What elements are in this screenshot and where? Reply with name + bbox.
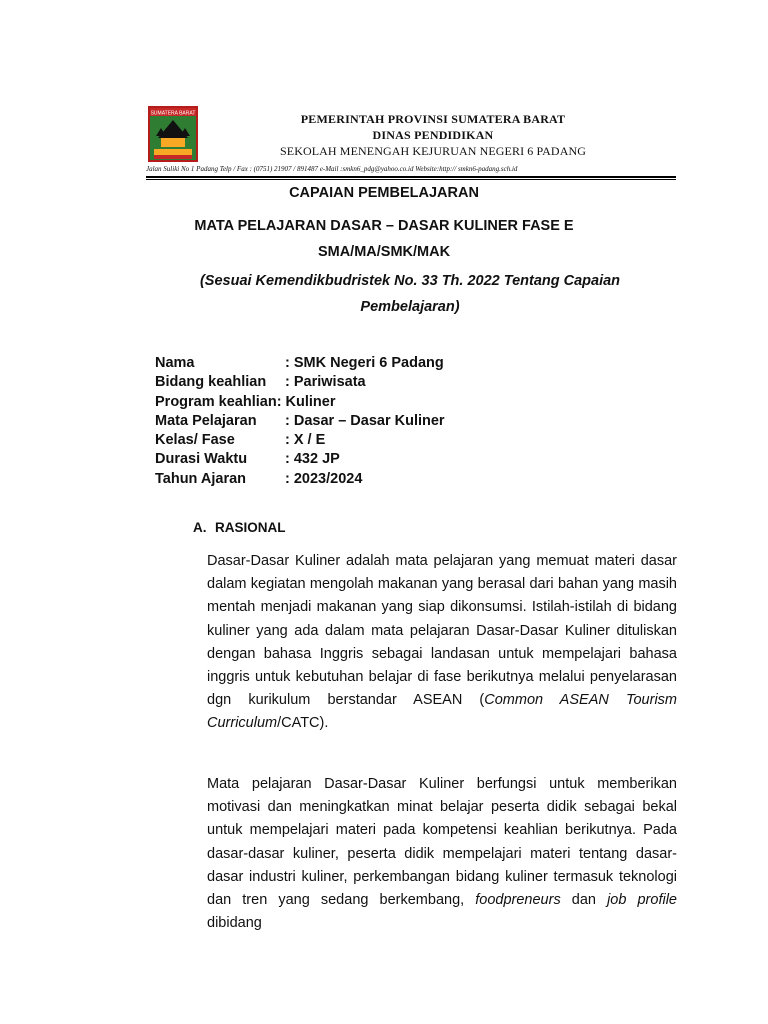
province-emblem-icon xyxy=(148,106,198,162)
paragraph-italic: Common ASEAN Tourism Curriculum xyxy=(207,692,677,732)
info-row xyxy=(155,374,445,393)
section-title: RASIONAL xyxy=(215,520,286,535)
info-key: Tahun Ajaran xyxy=(155,470,247,487)
levels-title: SMA/MA/SMK/MAK xyxy=(317,244,451,260)
info-value: : Dasar – Dasar Kuliner xyxy=(285,412,445,429)
letterhead-address: Jalan Suliki No 1 Padang Telp / Fax : (0751) 21907 / 891487 e-Mail :smkn6_pdg@yahoo.co.id Website:http:// smkn6-padang.sch.id xyxy=(146,165,518,173)
paragraph-italic: job profile xyxy=(607,892,677,909)
info-value: : X / E xyxy=(285,432,326,449)
info-row xyxy=(155,355,445,374)
paragraph-rasional-2 xyxy=(207,773,677,935)
info-row xyxy=(155,471,445,490)
paragraph-text: dibidang xyxy=(207,915,262,932)
info-key: Bidang keahlian xyxy=(155,374,267,391)
paragraph-rasional-1 xyxy=(207,550,677,736)
paragraph-text: Dasar-Dasar Kuliner adalah mata pelajaran yang memuat materi dasar dalam kegiatan mengolah makanan yang berasal dari bahan yang masih mentah menjadi makanan yang siap dikonsumsi. Istilah-istilah di bidang kuliner yang ada dalam mata pelajaran Dasar-Dasar Kuliner dituliskan dengan bahasa Inggris sebagai landasan untuk mempelajari bahasa inggris untuk kebutuhan belajar di fase berikutnya melalui penyelarasan dgn kurikulum berstandar ASEAN ( xyxy=(207,553,677,709)
paragraph-text: dan xyxy=(560,892,608,909)
emblem-banner-text: SUMATERA BARAT xyxy=(150,110,196,117)
info-key: Nama xyxy=(155,355,195,371)
info-table xyxy=(155,355,445,490)
letterhead xyxy=(146,104,676,174)
info-row xyxy=(155,451,445,470)
section-heading xyxy=(193,520,286,535)
subject-title: MATA PELAJARAN DASAR – DASAR KULINER FASE E xyxy=(194,218,574,234)
info-row xyxy=(155,432,445,451)
info-value: : Pariwisata xyxy=(285,374,366,391)
section-number: A. xyxy=(193,520,207,535)
reference-note: (Sesuai Kemendikbudristek No. 33 Th. 2022 Tentang Capaian Pembelajaran) xyxy=(199,273,621,315)
paragraph-text: Mata pelajaran Dasar-Dasar Kuliner berfungsi untuk memberikan motivasi dan meningkatkan minat belajar peserta didik sebagai bekal untuk mempelajari materi pada kompetensi keahlian berikutnya. Pada dasar-dasar kuliner, peserta didik mempelajari materi tentang dasar- dasar industri kuliner, perkembangan bidang kuliner termasuk teknologi dan tren yang sedang berkembang, xyxy=(207,776,677,909)
letterhead-government: PEMERINTAH PROVINSI SUMATERA BARAT xyxy=(300,112,566,126)
letterhead-divider xyxy=(146,176,676,180)
paragraph-text: /CATC). xyxy=(277,715,329,732)
letterhead-department: DINAS PENDIDIKAN xyxy=(372,128,494,142)
info-value: : 2023/2024 xyxy=(285,470,363,487)
info-key: Mata Pelajaran xyxy=(155,412,257,429)
info-value: : Kuliner xyxy=(276,393,336,410)
info-row xyxy=(155,413,445,432)
info-value: : SMK Negeri 6 Padang xyxy=(285,355,444,371)
info-value: : 432 JP xyxy=(285,451,340,468)
info-key: Kelas/ Fase xyxy=(155,432,235,449)
info-row xyxy=(155,394,445,413)
paragraph-italic: foodpreneurs xyxy=(475,892,561,909)
info-key: Program keahlian xyxy=(155,393,277,410)
info-key: Durasi Waktu xyxy=(155,451,248,468)
letterhead-school: SEKOLAH MENENGAH KEJURUAN NEGERI 6 PADANG xyxy=(280,144,586,158)
document-title: CAPAIAN PEMBELAJARAN xyxy=(289,185,479,201)
